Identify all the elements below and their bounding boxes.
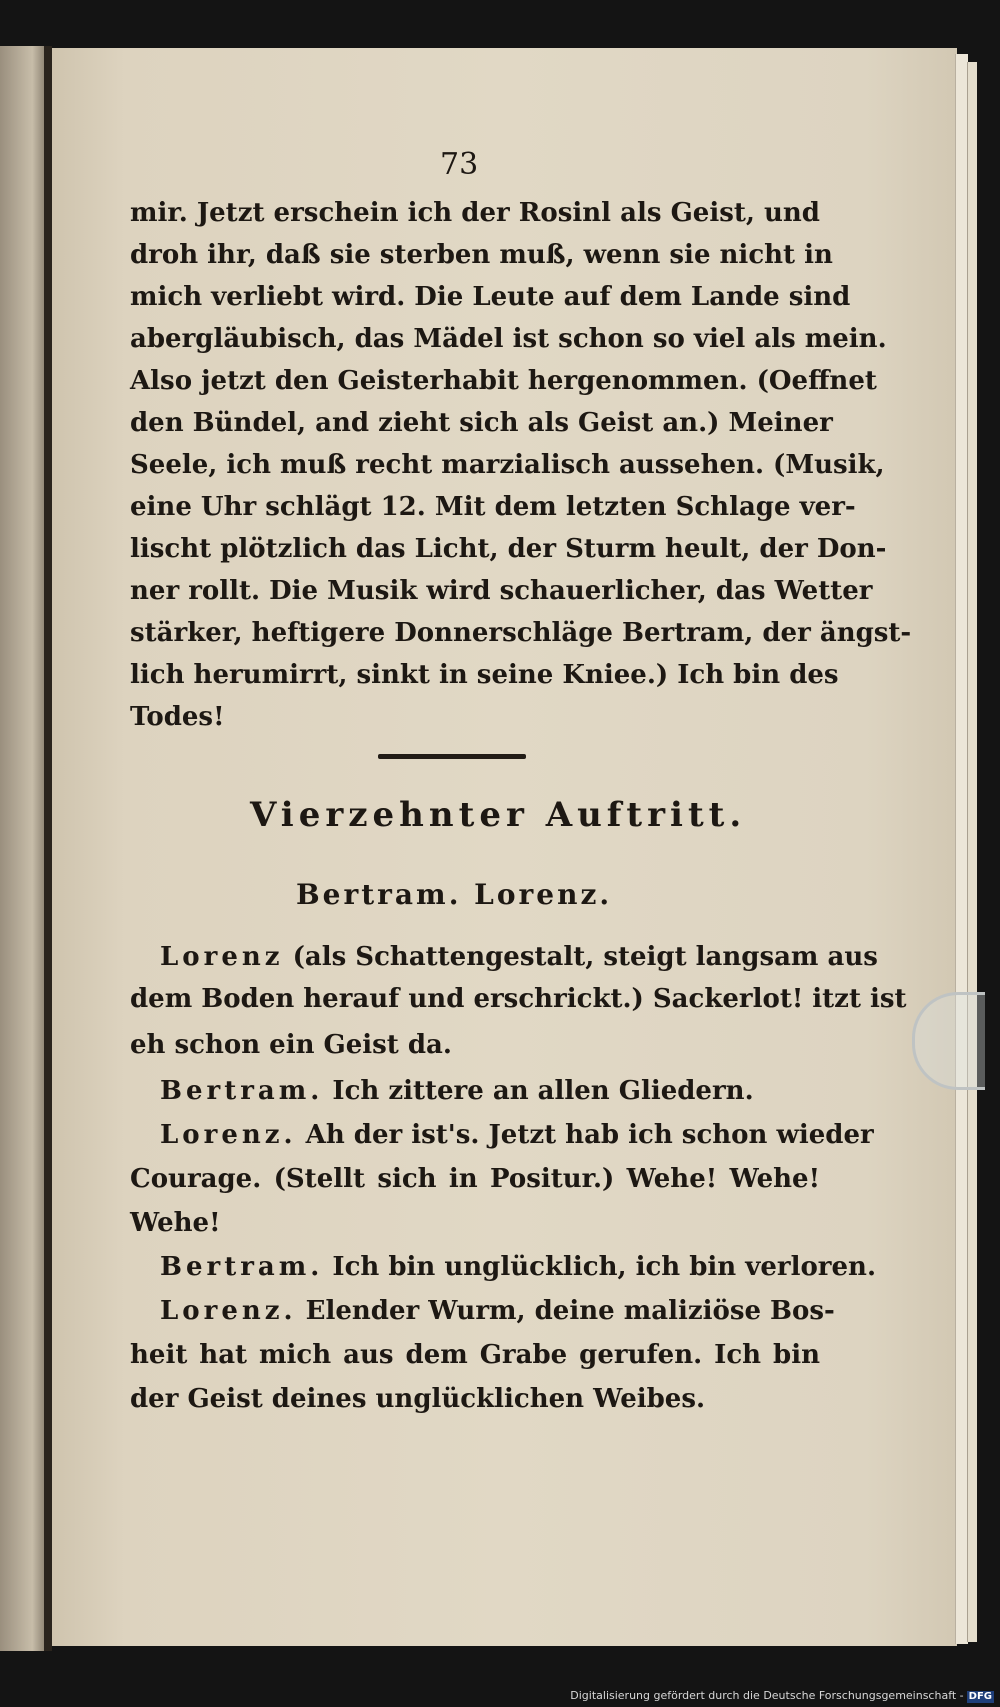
text-line: den Bündel, and zieht sich als Geist an.) Meiner	[130, 408, 833, 438]
speaker-name: Lorenz.	[160, 1120, 297, 1150]
dialogue-line: Courage. (Stellt sich in Positur.) Wehe! Wehe!	[130, 1164, 820, 1194]
dialogue-text: Elender Wurm, deine maliziöse Bos-	[305, 1296, 835, 1326]
dialogue-line	[160, 1074, 850, 1108]
text-line: droh ihr, daß sie sterben muß, wenn sie nicht in	[130, 240, 833, 270]
book-spine	[44, 46, 52, 1651]
text-line: abergläubisch, das Mädel ist schon so viel als mein.	[130, 324, 887, 354]
text-line: lich herumirrt, sinkt in seine Kniee.) Ich bin des	[130, 660, 839, 690]
text-line: ner rollt. Die Musik wird schauerlicher, das Wetter	[130, 576, 873, 606]
digitization-credit	[570, 1689, 994, 1703]
scene-heading: Vierzehnter Auftritt.	[250, 795, 747, 835]
credit-text: Digitalisierung gefördert durch die Deutsche Forschungsgemeinschaft -	[570, 1689, 964, 1702]
speaker-name: Lorenz	[160, 942, 284, 972]
text-line: mir. Jetzt erschein ich der Rosinl als Geist, und	[130, 198, 820, 228]
dialogue-line	[160, 1294, 835, 1328]
text-line: Seele, ich muß recht marzialisch aussehen. (Musik,	[130, 450, 885, 480]
dialogue-line: heit hat mich aus dem Grabe gerufen. Ich bin	[130, 1340, 820, 1370]
dialogue-text: Ich zittere an allen Gliedern.	[332, 1076, 754, 1106]
page-number: 73	[440, 147, 479, 182]
section-divider	[378, 754, 526, 759]
text-line: eine Uhr schlägt 12. Mit dem letzten Schlage ver-	[130, 492, 856, 522]
left-page-edge	[0, 46, 46, 1651]
text-line: Todes!	[130, 702, 225, 732]
dialogue-line	[160, 1118, 874, 1152]
speaker-name: Bertram.	[160, 1076, 324, 1106]
text-line: stärker, heftigere Donnerschläge Bertram, der ängst-	[130, 618, 912, 648]
text-line: mich verliebt wird. Die Leute auf dem Lande sind	[130, 282, 851, 312]
speaker-name: Lorenz.	[160, 1296, 297, 1326]
dialogue-line	[160, 1250, 877, 1284]
dialogue-text: Ich bin unglücklich, ich bin verloren.	[332, 1252, 877, 1282]
text-line: Also jetzt den Geisterhabit hergenommen. (Oeffnet	[130, 366, 877, 396]
dialogue-line: der Geist deines unglücklichen Weibes.	[130, 1384, 706, 1414]
dialogue-text: (als Schattengestalt, steigt langsam aus	[292, 942, 878, 972]
speaker-name: Bertram.	[160, 1252, 324, 1282]
dialogue-text: Ah der ist's. Jetzt hab ich schon wieder	[305, 1120, 874, 1150]
character-list: Bertram. Lorenz.	[296, 878, 613, 911]
dialogue-line: eh schon ein Geist da.	[130, 1030, 452, 1060]
dialogue-line: Wehe!	[130, 1208, 221, 1238]
dialogue-line: dem Boden herauf und erschrickt.) Sackerlot! itzt ist	[130, 984, 907, 1014]
dialogue-line	[160, 940, 878, 974]
text-line: lischt plötzlich das Licht, der Sturm heult, der Don-	[130, 534, 887, 564]
dfg-logo: DFG	[968, 1691, 992, 1702]
page-edge	[967, 62, 977, 1642]
